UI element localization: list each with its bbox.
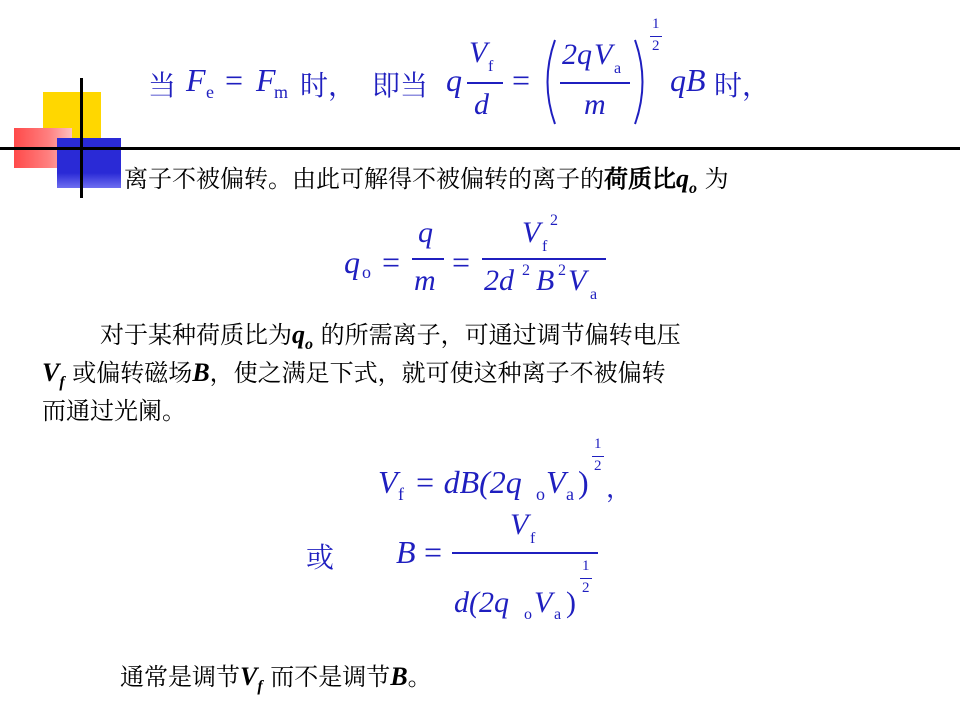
intro-text: 离子不被偏转。由此可解得不被偏转的离子的	[124, 165, 604, 193]
para-l1-b: 的所需离子，可通过调节偏转电压	[313, 321, 681, 349]
eq1-shi: 时，	[300, 69, 357, 102]
eq2-num-sq: 2	[550, 212, 558, 229]
paragraph-line-2	[42, 354, 922, 392]
eq2-frac-line-1	[412, 258, 444, 260]
eq3-f: f	[398, 484, 404, 504]
eq2-q: q	[344, 244, 360, 280]
eq1-F: F	[186, 62, 206, 98]
eq3-a: a	[566, 484, 574, 504]
intro-line	[124, 160, 729, 202]
eq1-m-sub: m	[274, 82, 289, 102]
eq1-frac-line-2	[560, 82, 630, 84]
eq1-Va: V	[594, 38, 613, 71]
eq2-den-2d: 2d	[484, 264, 514, 297]
eq4-num-f: f	[530, 530, 536, 547]
footer-b: 而不是调节	[262, 663, 391, 691]
eq4-equals: =	[424, 534, 443, 570]
eq2-den-sq1: 2	[522, 262, 530, 279]
eq3-exp-1: 1	[594, 436, 602, 452]
intro-bold: 荷质比	[604, 165, 676, 193]
eq1-exp-line	[650, 36, 662, 37]
footer-f: f	[257, 678, 263, 695]
para-q: q	[292, 320, 305, 349]
para-l3: 而通过光阑。	[42, 397, 186, 425]
eq4-den-V: V	[534, 586, 553, 619]
eq3-exp-2: 2	[594, 458, 602, 474]
eq1-left-paren	[538, 38, 558, 126]
eq4-num-V: V	[510, 508, 529, 541]
eq1-a: a	[614, 60, 622, 77]
eq1-frac-f: f	[488, 58, 494, 75]
eq1-frac-line-1	[467, 82, 503, 84]
eq1-exp-1: 1	[652, 16, 660, 32]
eq2-num-V: V	[522, 216, 541, 249]
eq2-num-f: f	[542, 238, 548, 255]
eq1-exp-2: 2	[652, 38, 660, 54]
footer-c: 。	[407, 663, 432, 691]
eq4-B: B	[396, 534, 416, 570]
footer-a: 通常是调节	[120, 663, 240, 691]
eq4-exp-1: 1	[582, 558, 590, 574]
eq1-F2: F	[256, 62, 276, 98]
eq4-den-o: o	[524, 606, 532, 623]
eq3-V: V	[378, 464, 398, 500]
eq2-den-V: V	[568, 264, 587, 297]
eq3-exp-line	[592, 456, 604, 457]
paragraph	[42, 316, 922, 430]
eq1-frac-V: V	[469, 36, 488, 69]
eq4-or: 或	[306, 541, 335, 574]
eq4-den-a: d(2q	[454, 586, 509, 619]
eq1-qB: qB	[670, 62, 706, 98]
footer-line	[120, 658, 432, 700]
paragraph-line-1	[42, 316, 922, 354]
para-l2-b: ，使之满足下式，就可使这种离子不被偏转	[209, 359, 666, 387]
eq1-e: e	[206, 82, 214, 102]
eq1-equals-2: =	[512, 62, 531, 98]
intro-q: q	[676, 164, 689, 193]
paragraph-line-3	[42, 392, 922, 430]
intro-o: o	[689, 180, 697, 197]
para-f: f	[59, 374, 65, 391]
eq1-q: q	[446, 62, 462, 98]
eq1-right-paren	[632, 38, 652, 126]
eq2-den-a: a	[590, 286, 598, 303]
deco-vertical-rule	[80, 78, 83, 198]
footer-B: B	[390, 662, 408, 691]
eq1-dang: 当	[148, 69, 177, 102]
eq2-frac-line-2	[482, 258, 606, 260]
eq2-den-sq2: 2	[558, 262, 566, 279]
footer-V: V	[240, 662, 258, 691]
eq3-close: )	[578, 464, 589, 500]
eq2-equals-2: =	[452, 244, 471, 280]
para-l2-a: 或偏转磁场	[64, 359, 193, 387]
eq3-rhs-V: V	[546, 464, 566, 500]
eq4-frac-line	[452, 552, 598, 554]
eq4-den-a-sub: a	[554, 606, 562, 623]
eq3-o: o	[536, 484, 545, 504]
eq2-num-q: q	[418, 216, 433, 249]
eq1-m: m	[584, 88, 606, 121]
eq2-equals-1: =	[382, 244, 401, 280]
para-o: o	[305, 336, 313, 353]
eq1-frac-d: d	[474, 88, 489, 121]
eq2-den-m: m	[414, 264, 436, 297]
eq1-equals: =	[225, 62, 244, 98]
eq4-exp-2: 2	[582, 580, 590, 596]
eq4-den-close: )	[566, 586, 576, 619]
eq3-comma: ，	[606, 474, 633, 504]
eq4-exp-line	[580, 578, 592, 579]
deco-horizontal-rule	[0, 147, 960, 150]
deco-blue-square	[57, 138, 121, 188]
eq2-den-B: B	[536, 264, 555, 297]
para-B: B	[192, 358, 210, 387]
eq1-2q: 2q	[562, 38, 592, 71]
eq1-shi2: 时，	[714, 69, 771, 102]
para-l1-a: 对于某种荷质比为	[100, 321, 292, 349]
para-V: V	[42, 358, 60, 387]
intro-tail: 为	[697, 165, 729, 193]
eq2-o: o	[362, 262, 371, 282]
eq1-jidang: 即当	[372, 69, 429, 102]
eq3-rhs-a: = dB(2q	[414, 464, 522, 500]
